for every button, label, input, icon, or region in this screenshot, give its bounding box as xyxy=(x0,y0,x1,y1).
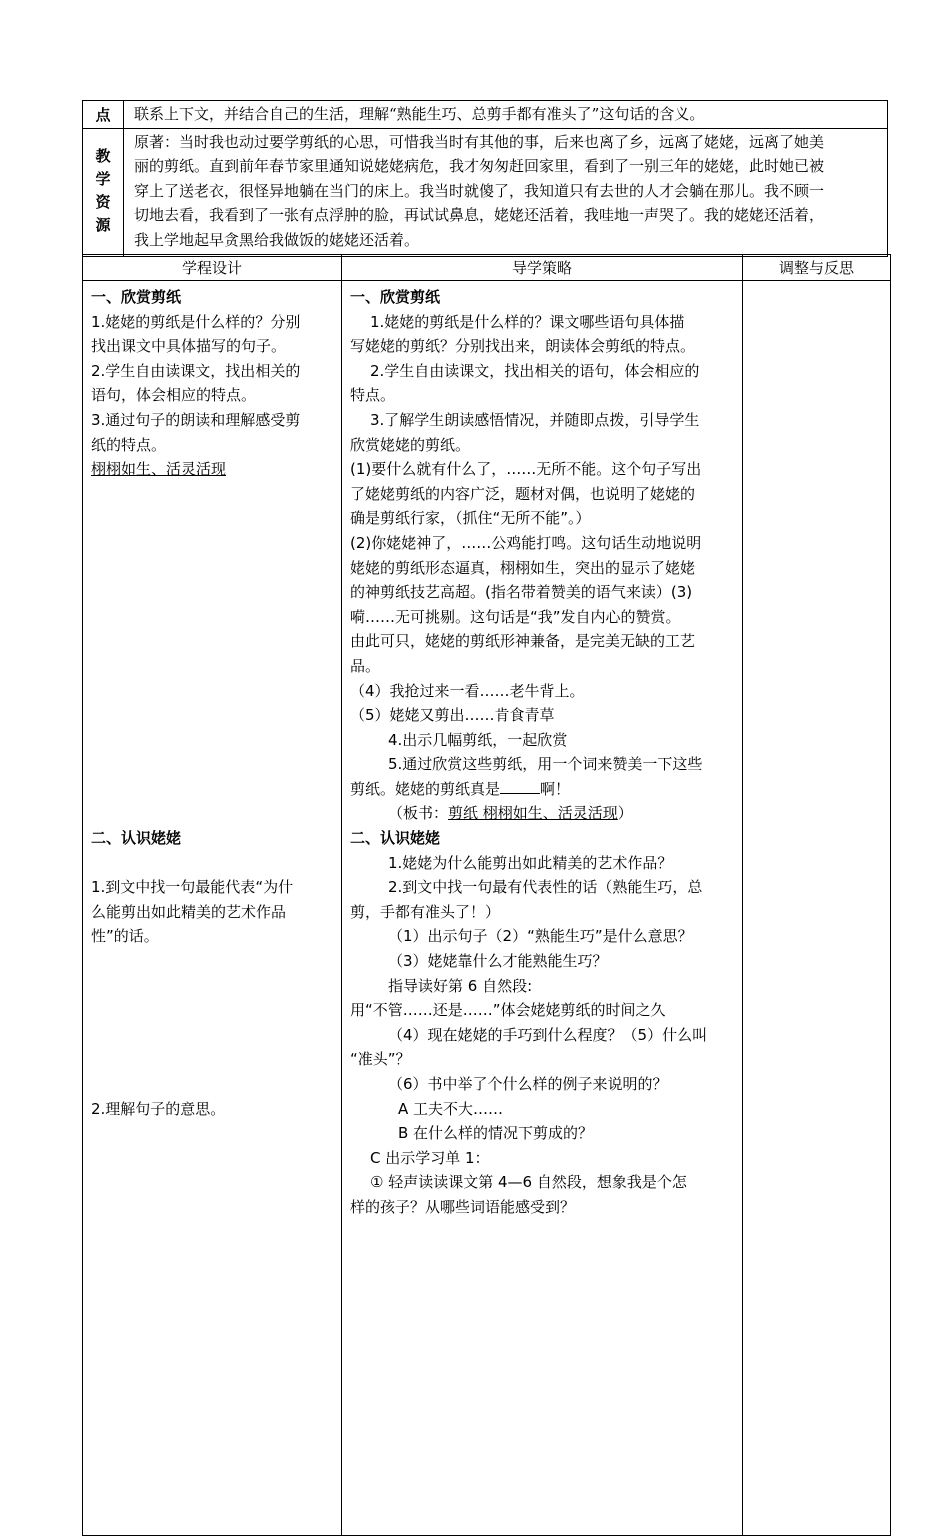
adjust-reflect-column xyxy=(743,281,891,1536)
process-design-column: 一、欣赏剪纸 1.姥姥的剪纸是什么样的？分别 找出课文中具体描写的句子。 2.学生自由读课文，找出相关的 语句，体会相应的特点。 3.通过句子的朗读和理解感受剪 纸的特点。 栩栩如生、活灵活现 二、认识姥姥 1.到文中找一句最能代表“为什 么能剪出如此精美的艺术作品 性”的话。 2.理解句子的意思。 xyxy=(83,281,342,1536)
guidance-strategy-column: 一、欣赏剪纸 1.姥姥的剪纸是什么样的？课文哪些语句具体描 写姥姥的剪纸？分别找出来，朗读体会剪纸的特点。 2.学生自由读课文，找出相关的语句，体会相应的 特点。 3.了解学生朗读感悟情况，并随即点拨，引导学生 欣赏姥姥的剪纸。 (1)要什么就有什么了，……无所不能。这个句子写出 了姥姥剪纸的内容广泛，题材对偶，也说明了姥姥的 确是剪纸行家，（抓住“无所不能”。） (2)你姥姥神了，……公鸡能打鸣。这句话生动地说明 姥姥的剪纸形态逼真，栩栩如生，突出的显示了姥姥 的神剪纸技艺高超。(指名带着赞美的语气来读）(3) 嗬……无可挑剔。这句话是“我”发自内心的赞赏。 由此可只，姥姥的剪纸形神兼备，是完美无缺的工艺 品。 （4）我抢过来一看……老牛背上。 （5）姥姥又剪出……肯食青草 4.出示几幅剪纸，一起欣赏 5.通过欣赏这些剪纸，用一个词来赞美一下这些 剪纸。姥姥的剪纸真是 啊！ （板书：剪纸 栩栩如生、活灵活现） 二、认识姥姥 1.姥姥为什么能剪出如此精美的艺术作品？ 2.到文中找一句最有代表性的话（熟能生巧，总 剪，手都有准头了！） （1）出示句子（2）“熟能生巧”是什么意思？ （3）姥姥靠什么才能熟能生巧？ 指导读好第 6 自然段: 用“不管……还是……”体会姥姥剪纸的时间之久 （4）现在姥姥的手巧到什么程度？（5）什么叫 “准头”？ （6）书中举了个什么样的例子来说明的？ A 工夫不大…… B 在什么样的情况下剪成的？ C 出示学习单 1： ① 轻声读读课文第 4—6 自然段，想象我是个怎 样的孩子？从哪些词语能感受到？ xyxy=(342,281,743,1536)
header-guidance-strategy: 导学策略 xyxy=(342,255,743,281)
header-process-design: 学程设计 xyxy=(83,255,342,281)
key-point-row xyxy=(83,101,888,129)
underlined-keywords: 栩栩如生、活灵活现 xyxy=(91,460,227,479)
section-title: 二、认识姥姥 xyxy=(350,829,441,848)
key-point-label: 点 xyxy=(83,101,124,129)
lesson-info-table xyxy=(82,100,888,257)
header-row xyxy=(83,255,891,281)
header-adjust-reflect: 调整与反思 xyxy=(743,255,891,281)
teaching-resource-row xyxy=(83,128,888,256)
section-title: 一、欣赏剪纸 xyxy=(350,288,441,306)
section-title: 一、欣赏剪纸 xyxy=(91,288,182,306)
teaching-resource-text: 原著：当时我也动过要学剪纸的心思，可惜我当时有其他的事，后来也离了乡，远离了姥姥，远离了她美 丽的剪纸。直到前年春节家里通知说姥姥病危，我才匆匆赶回家里，看到了一别三年的姥姥，此时她已被 穿上了送老衣，很怪异地躺在当门的床上。我当时就傻了，我知道只有去世的人才会躺在那儿。我不顾一 切地去看，我看到了一张有点浮肿的脸，再试试鼻息，姥姥还活着，我哇地一声哭了。我的姥姥还活着， 我上学地起早贪黑给我做饭的姥姥还活着。 xyxy=(124,128,888,256)
teaching-resource-label: 教 学 资 源 xyxy=(83,128,124,256)
blackboard-notes: 剪纸 栩栩如生、活灵活现 xyxy=(448,804,618,823)
key-point-text: 联系上下文，并结合自己的生活，理解“熟能生巧、总剪手都有准头了”这句话的含义。 xyxy=(124,101,888,129)
fill-in-blank xyxy=(500,778,540,794)
section-title: 二、认识姥姥 xyxy=(91,828,182,847)
body-row xyxy=(83,281,891,1536)
